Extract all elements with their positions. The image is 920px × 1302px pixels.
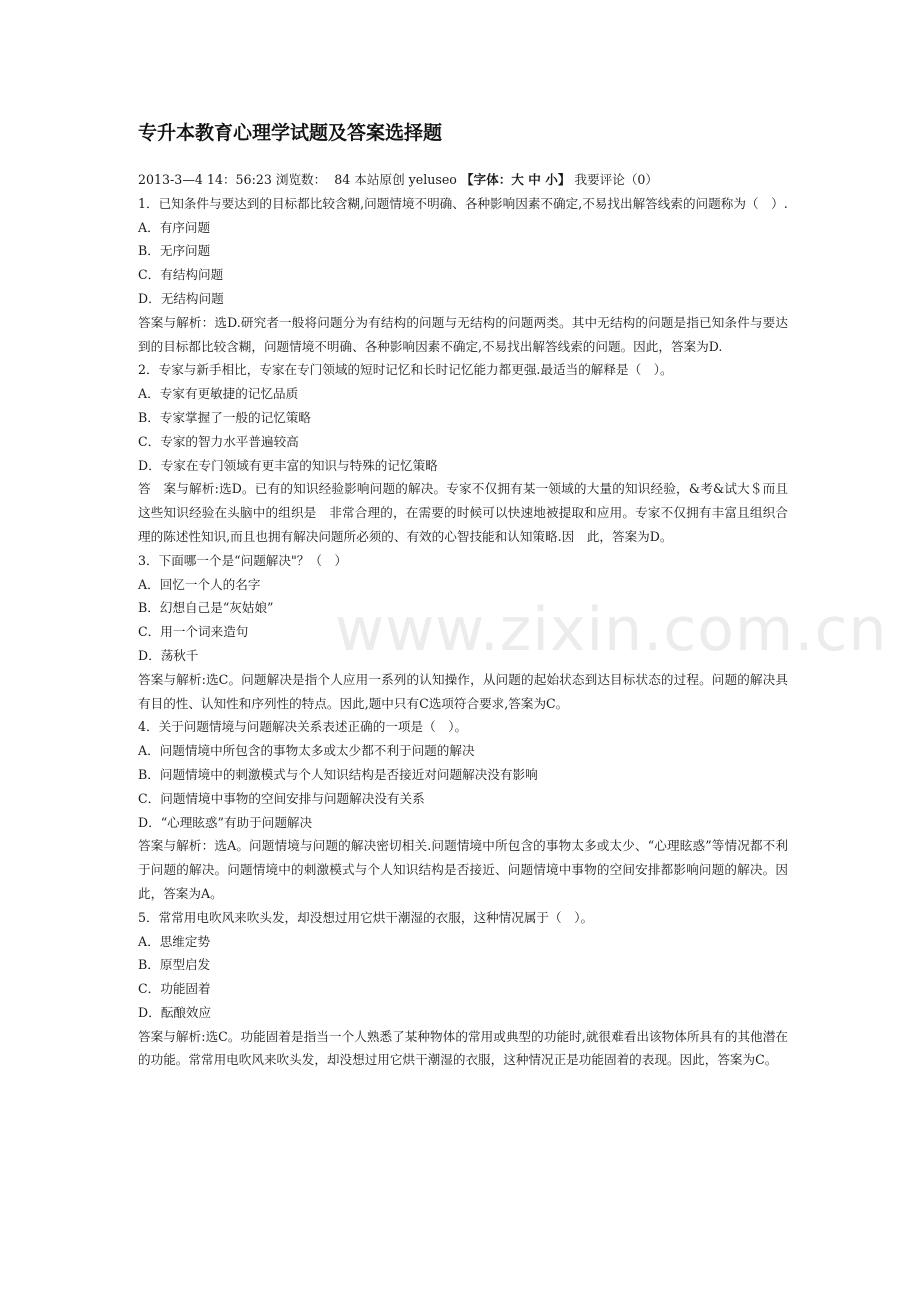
views-label: 浏览数：	[275, 172, 327, 187]
option-d: D．酝酿效应	[138, 1004, 212, 1020]
question-stem: 2．专家与新手相比，专家在专门领域的短时记忆和长时记忆能力都更强.最适当的解释是（ ）。	[138, 362, 673, 378]
answer-explanation: 答 案与解析:选D。已有的知识经验影响问题的解决。专家不仅拥有某一领域的大量的知识经验，&考&试大＄而且这些知识经验在头脑中的组织是 非常合理的，在需要的时候可以快速地被提取和应用。专家不仅拥有丰富且组织合理的陈述性知识,而且也拥有解决问题所必须的、有效的心智技能和认知策略.因 此，答案为D。	[138, 481, 788, 544]
font-small-link[interactable]: 小	[545, 172, 558, 187]
option-b: B．无序问题	[138, 243, 211, 259]
option-a: A．思维定势	[138, 933, 211, 949]
option-a: A．问题情境中所包含的事物太多或太少都不利于问题的解决	[138, 743, 475, 759]
question-stem: 1．已知条件与要达到的目标都比较含糊,问题情境不明确、各种影响因素不确定,不易找出解答线索的问题称为（ ）.	[138, 195, 788, 211]
answer-explanation: 答案与解析:选C。问题解决是指个人应用一系列的认知操作，从问题的起始状态到达目标状态的过程。问题的解决具有目的性、认知性和序列性的特点。因此,题中只有C选项符合要求,答案为C。	[138, 671, 788, 711]
article-meta	[138, 168, 788, 192]
option-a: A．专家有更敏捷的记忆品质	[138, 386, 299, 402]
publish-datetime: 2013-3—4 14：56:23	[138, 172, 272, 187]
question-5	[138, 906, 788, 1073]
source-label: 本站原创 yeluseo	[354, 172, 457, 187]
answer-explanation: 答案与解析：选A。问题情境与问题的解决密切相关.问题情境中所包含的事物太多或太少、“心理眩惑”等情况都不利于问题的解决。问题情境中的刺激模式与个人知识结构是否接近、问题情境中事物的空间安排都影响问题的解决。因此，答案为A。	[138, 838, 788, 901]
views-count: 84	[334, 172, 351, 187]
font-size-control: 【字体：大 中 小】	[460, 172, 571, 187]
question-1	[138, 192, 788, 359]
article	[138, 118, 788, 1072]
option-a: A．有序问题	[138, 219, 211, 235]
option-a: A．回忆一个人的名字	[138, 576, 261, 592]
option-d: D．专家在专门领域有更丰富的知识与特殊的记忆策略	[138, 457, 438, 473]
option-c: C．功能固着	[138, 981, 211, 997]
option-d: D．“心理眩惑”有助于问题解决	[138, 814, 313, 830]
option-d: D．无结构问题	[138, 290, 224, 306]
question-stem: 4．关于问题情境与问题解决关系表述正确的一项是（ ）。	[138, 719, 468, 735]
option-b: B．问题情境中的刺激模式与个人知识结构是否接近对问题解决没有影响	[138, 766, 538, 782]
font-medium-link[interactable]: 中	[528, 172, 541, 187]
option-b: B．专家掌握了一般的记忆策略	[138, 409, 311, 425]
question-3	[138, 549, 788, 716]
font-large-link[interactable]: 大	[511, 172, 524, 187]
answer-explanation: 答案与解析:选C。功能固着是指当一个人熟悉了某种物体的常用或典型的功能时,就很难看出该物体所具有的其他潜在的功能。常常用电吹风来吹头发，却没想过用它烘干潮湿的衣服，这种情况正是功能固着的表现。因此，答案为C。	[138, 1028, 788, 1068]
option-b: B．原型启发	[138, 957, 211, 973]
question-stem: 3．下面哪一个是“问题解决"？（ ）	[138, 552, 348, 568]
watermark: www.zixin.com.cn	[335, 595, 888, 665]
option-c: C．专家的智力水平普遍较高	[138, 433, 299, 449]
option-d: D．荡秋千	[138, 647, 199, 663]
option-c: C．有结构问题	[138, 267, 224, 283]
page-title: 专升本教育心理学试题及答案选择题	[138, 122, 443, 144]
question-stem: 5．常常用电吹风来吹头发，却没想过用它烘干潮湿的衣服，这种情况属于（ ）。	[138, 909, 594, 925]
question-4	[138, 715, 788, 905]
question-2	[138, 358, 788, 548]
option-c: C．问题情境中事物的空间安排与问题解决没有关系	[138, 790, 425, 806]
comment-link[interactable]: 我要评论（0）	[574, 172, 659, 187]
answer-explanation: 答案与解析：选D.研究者一般将问题分为有结构的问题与无结构的问题两类。其中无结构的问题是指已知条件与要达到的目标都比较含糊，问题情境不明确、各种影响因素不确定,不易找出解答线索的问题。因此，答案为D.	[138, 314, 788, 354]
option-c: C．用一个词来造句	[138, 624, 249, 640]
option-b: B．幻想自己是“灰姑娘”	[138, 600, 274, 616]
